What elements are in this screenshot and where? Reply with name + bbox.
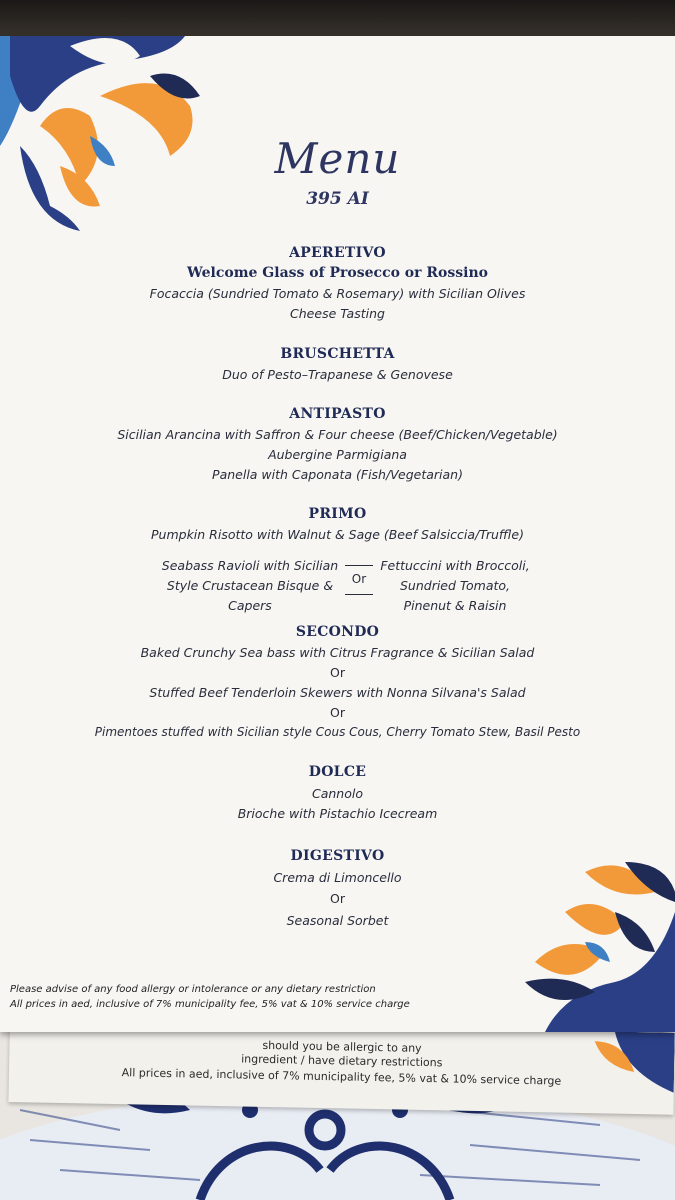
primo-right-option — [375, 556, 535, 616]
primo-left-option — [155, 556, 345, 616]
antipasto-item: Panella with Caponata (Fish/Vegetarian) — [212, 467, 463, 482]
secondo-item: Baked Crunchy Sea bass with Citrus Fragrance & Sicilian Salad — [140, 645, 535, 660]
primo-left-line: Seabass Ravioli with Sicilian — [161, 558, 339, 573]
menu-title: Menu — [274, 134, 401, 183]
dolce-item: Brioche with Pistachio Icecream — [237, 806, 438, 821]
back-menu-card — [8, 1020, 674, 1115]
secondo-item: Stuffed Beef Tenderloin Skewers with Nonna Silvana's Salad — [149, 685, 526, 700]
secondo-or: Or — [330, 705, 345, 720]
primo-item: Pumpkin Risotto with Walnut & Sage (Beef Salsiccia/Truffle) — [151, 527, 524, 542]
antipasto-item: Aubergine Parmigiana — [268, 447, 407, 462]
primo-right-line: Sundried Tomato, — [399, 578, 511, 593]
menu-card — [0, 36, 675, 1032]
digestivo-item: Seasonal Sorbet — [286, 913, 389, 928]
section-heading-primo: PRIMO — [308, 506, 367, 522]
menu-subtitle: 395 AI — [306, 189, 369, 209]
section-heading-bruschetta: BRUSCHETTA — [280, 346, 395, 362]
digestivo-item: Crema di Limoncello — [273, 870, 402, 885]
aperitivo-item: Cheese Tasting — [290, 306, 385, 321]
secondo-item: Pimentoes stuffed with Sicilian style Cous Cous, Cherry Tomato Stew, Basil Pesto — [94, 725, 581, 739]
bruschetta-item: Duo of Pesto–Trapanese & Genovese — [222, 367, 453, 382]
allergy-footnote: Please advise of any food allergy or intolerance or any dietary restriction — [10, 984, 376, 995]
background-top — [0, 0, 675, 40]
back-card-line: ingredient / have dietary restrictions — [241, 1052, 443, 1070]
section-heading-secondo: SECONDO — [295, 624, 380, 640]
price-footnote: All prices in aed, inclusive of 7% municipality fee, 5% vat & 10% service charge — [10, 999, 410, 1010]
section-heading-aperitivo: APERETIVO — [289, 245, 386, 261]
primo-left-line: Capers — [228, 598, 272, 613]
secondo-or: Or — [330, 665, 345, 680]
primo-left-line: Style Crustacean Bisque & — [166, 578, 334, 593]
digestivo-or: Or — [330, 891, 345, 906]
back-card-ornament — [553, 1030, 675, 1114]
section-heading-digestivo: DIGESTIVO — [290, 848, 385, 864]
or-divider-bottom — [345, 594, 373, 595]
antipasto-item: Sicilian Arancina with Saffron & Four cheese (Beef/Chicken/Vegetable) — [117, 427, 558, 442]
back-card-line: All prices in aed, inclusive of 7% municipality fee, 5% vat & 10% service charge — [121, 1066, 562, 1088]
dolce-item: Cannolo — [311, 786, 363, 801]
aperitivo-item: Welcome Glass of Prosecco or Rossino — [187, 265, 488, 281]
primo-right-line: Fettuccini with Broccoli, — [380, 558, 530, 573]
back-card-line: should you be allergic to any — [262, 1038, 422, 1055]
primo-right-line: Pinenut & Raisin — [403, 598, 507, 613]
or-divider-top — [345, 565, 373, 566]
section-heading-dolce: DOLCE — [308, 764, 367, 780]
primo-or: Or — [351, 572, 367, 586]
section-heading-antipasto: ANTIPASTO — [289, 406, 386, 422]
aperitivo-item: Focaccia (Sundried Tomato & Rosemary) with Sicilian Olives — [149, 286, 526, 301]
